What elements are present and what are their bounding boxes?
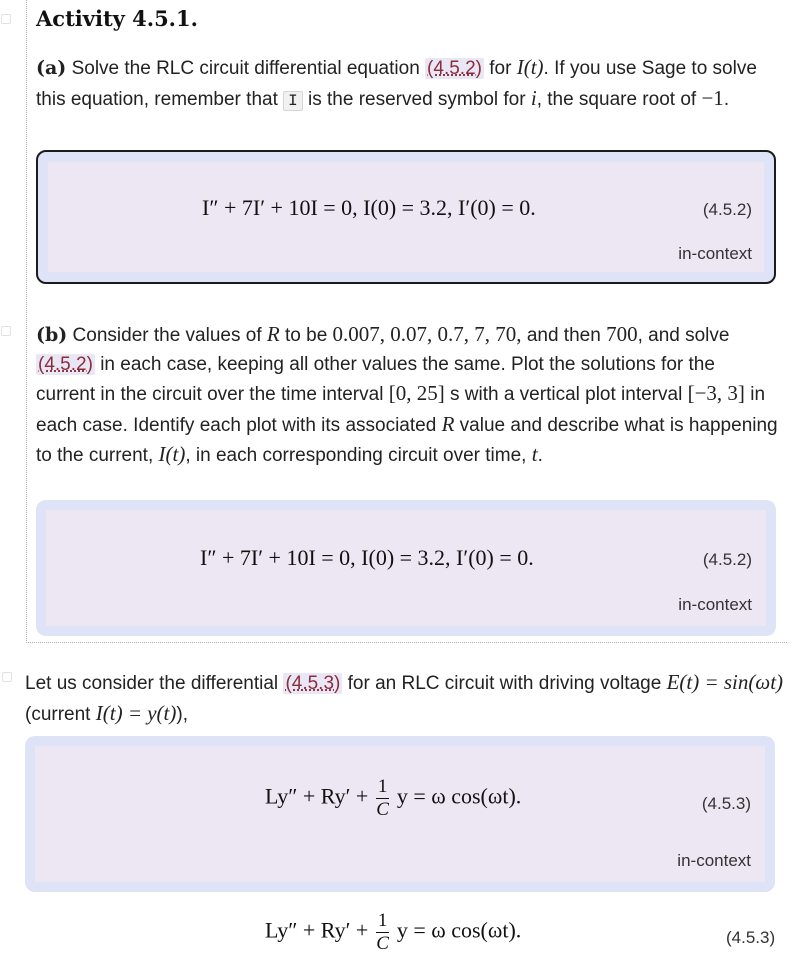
part-b-text2: to be — [285, 325, 328, 346]
equation-4-5-2-b: I″ + 7I′ + 10I = 0, I(0) = 3.2, I′(0) = 0. — [200, 545, 534, 570]
eq-4-5-2-link[interactable]: (4.5.2) — [427, 58, 482, 79]
math-R: R — [266, 322, 280, 346]
part-a-text5: , the square root of — [536, 88, 697, 110]
in-context-link-a[interactable]: in-context — [678, 244, 752, 263]
part-b-text — [36, 320, 778, 471]
part-b-text6: s with a vertical plot interval — [449, 384, 683, 405]
activity-title: Activity 4.5.1. — [36, 6, 198, 31]
math-r-values: 0.007, 0.07, 0.7, 7, 70, — [332, 322, 522, 346]
part-a-text6: . — [723, 88, 730, 110]
math-I-of-t: I(t) — [516, 55, 544, 79]
frac-den: C — [376, 799, 389, 820]
math-vertical-interval: [−3, 3] — [687, 381, 745, 405]
part-b-text1: Consider the values of — [72, 325, 262, 346]
equation-box-c — [25, 736, 775, 892]
equation-number-b: (4.5.2) — [702, 550, 752, 569]
eq-c-rhs: y = ω cos(ωt). — [396, 783, 522, 809]
frac-num-2: 1 — [377, 910, 388, 931]
intro-text4: ), — [176, 703, 188, 725]
eq-c-lhs: Ly″ + Ry′ + — [265, 783, 369, 809]
intro-text3: (current — [25, 703, 91, 725]
eq-4-5-2-link-b[interactable]: (4.5.2) — [38, 353, 93, 375]
part-a-text — [36, 53, 778, 115]
part-a-label: (a) — [36, 57, 67, 79]
intro-text1: Let us consider the differential — [25, 673, 279, 694]
equation-number-d: (4.5.3) — [726, 928, 776, 947]
equation-number-c: (4.5.3) — [701, 794, 751, 813]
part-b-text7: in each case. Identify each plot with its associated — [36, 384, 766, 436]
frac-den-2: C — [376, 933, 389, 954]
equation-box-a — [36, 150, 776, 284]
part-a-text3: . If you use Sage to solve this equation, remember that — [36, 58, 757, 110]
part-b-text9: , in each corresponding circuit over time, — [185, 445, 527, 466]
in-context-link-b[interactable]: in-context — [678, 595, 752, 614]
equation-box-b — [36, 500, 776, 636]
part-b-text10: . — [537, 445, 543, 466]
part-a-text4: is the reserved symbol for — [308, 88, 526, 110]
permalink-icon-b[interactable] — [1, 326, 11, 336]
math-time-interval: [0, 25] — [388, 381, 445, 405]
equation-4-5-3-b — [265, 910, 521, 955]
eq-4-5-3-link[interactable]: (4.5.3) — [285, 673, 341, 694]
math-t: t — [531, 442, 538, 466]
math-700: 700 — [606, 322, 638, 346]
part-b-text8: value and describe what is happening to the current, — [36, 414, 778, 466]
eq-d-lhs: Ly″ + Ry′ + — [265, 917, 369, 943]
frac-num: 1 — [377, 776, 388, 797]
math-neg-one: −1 — [701, 85, 724, 110]
permalink-icon[interactable] — [1, 14, 11, 24]
part-a-text2: for — [489, 58, 512, 79]
part-b-text5: in each case, keeping all other values the same. Plot the solutions for the current in the circuit over the time interval — [36, 353, 715, 405]
intro-text — [25, 668, 785, 729]
math-I-of-t-b: I(t) — [158, 442, 186, 466]
activity-block — [26, 0, 787, 643]
intro-text2: for an RLC circuit with driving voltage — [347, 673, 662, 694]
part-a-text1: Solve the RLC circuit differential equation — [71, 58, 420, 79]
code-I: I — [283, 91, 303, 111]
math-i: i — [530, 85, 537, 110]
part-b-text4: , and solve — [637, 325, 730, 346]
math-I-equals-y: I(t) = y(t) — [95, 700, 177, 725]
equation-4-5-2-a: I″ + 7I′ + 10I = 0, I(0) = 3.2, I′(0) = 0. — [202, 195, 536, 220]
fraction-one-over-C — [376, 776, 390, 821]
equation-4-5-3-a — [265, 776, 521, 821]
equation-number-a: (4.5.2) — [702, 200, 752, 219]
in-context-link-c[interactable]: in-context — [677, 851, 751, 870]
part-b-label: (b) — [36, 324, 68, 346]
math-R-2: R — [441, 411, 455, 436]
math-E-of-t: E(t) = sin(ωt) — [666, 670, 784, 694]
eq-d-rhs: y = ω cos(ωt). — [396, 917, 522, 943]
fraction-one-over-C-2 — [376, 910, 390, 955]
permalink-icon-intro[interactable] — [2, 672, 12, 682]
part-b-text3: and then — [526, 325, 601, 346]
